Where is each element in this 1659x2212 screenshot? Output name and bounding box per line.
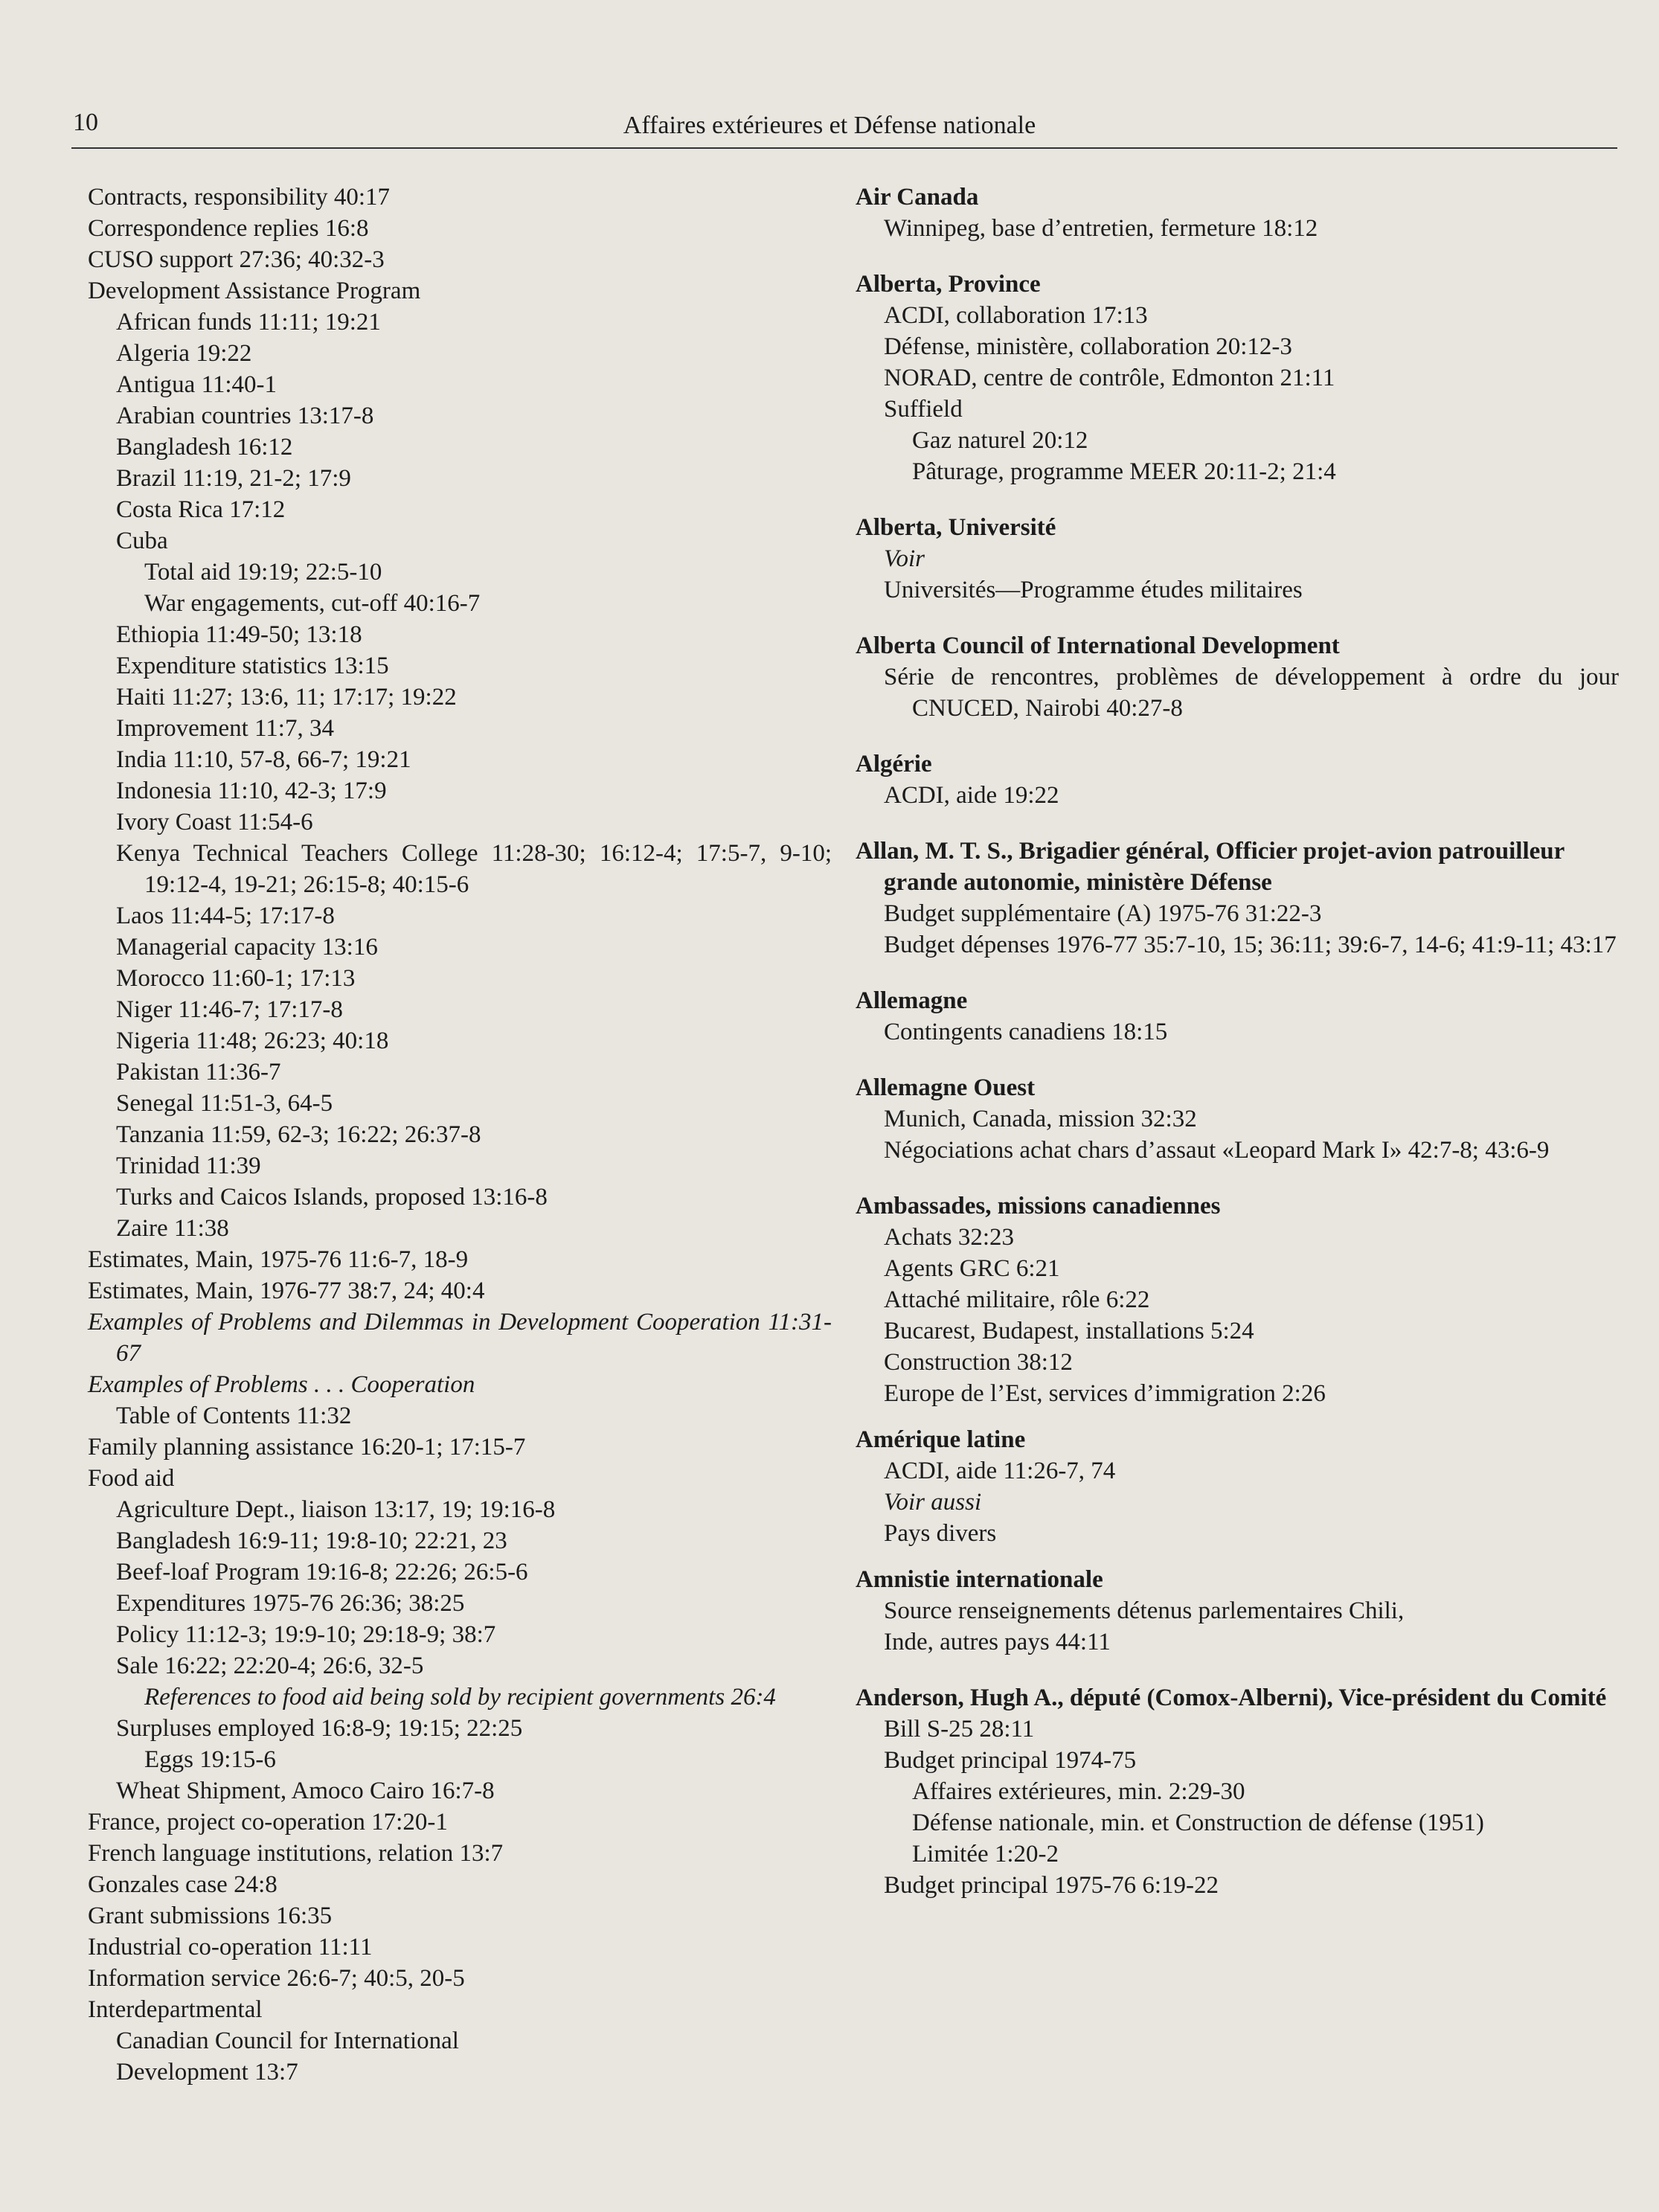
index-subentry: Nigeria 11:48; 26:23; 40:18 bbox=[116, 1028, 389, 1054]
index-entry: Examples of Problems . . . Cooperation bbox=[88, 1371, 475, 1398]
index-subentry: Improvement 11:7, 34 bbox=[116, 715, 334, 742]
entry-spacer bbox=[856, 1549, 1619, 1564]
index-heading: Allan, M. T. S., Brigadier général, Officier projet-avion patrouilleur grande autonomie, ministère Défense bbox=[856, 838, 1565, 896]
index-subentry: Gaz naturel 20:12 bbox=[912, 427, 1088, 454]
index-subentry: Surpluses employed 16:8-9; 19:15; 22:25 bbox=[116, 1715, 523, 1742]
index-entry: Estimates, Main, 1975-76 11:6-7, 18-9 bbox=[88, 1246, 469, 1273]
index-heading: Allemagne Ouest bbox=[856, 1074, 1036, 1101]
index-subentry: Winnipeg, base d’entretien, fermeture 18:12 bbox=[884, 215, 1318, 242]
index-subentry: Bucarest, Budapest, installations 5:24 bbox=[884, 1318, 1254, 1344]
index-subentry: Budget principal 1974-75 bbox=[884, 1747, 1137, 1774]
index-subentry: Haiti 11:27; 13:6, 11; 17:17; 19:22 bbox=[116, 684, 457, 711]
entry-spacer bbox=[856, 1166, 1619, 1190]
index-subentry: Policy 11:12-3; 19:9-10; 29:18-9; 38:7 bbox=[116, 1621, 496, 1648]
index-entry: Industrial co-operation 11:11 bbox=[88, 1934, 373, 1961]
index-heading: Allemagne bbox=[856, 987, 968, 1014]
index-subentry: Limitée 1:20-2 bbox=[912, 1841, 1059, 1868]
entry-spacer bbox=[856, 1048, 1619, 1072]
running-head: Affaires extérieures et Défense nationale bbox=[623, 112, 1036, 139]
index-subentry: Trinidad 11:39 bbox=[116, 1153, 261, 1179]
index-entry: Interdepartmental bbox=[88, 1996, 263, 2023]
entry-spacer bbox=[856, 606, 1619, 630]
index-subentry: Algeria 19:22 bbox=[116, 340, 252, 367]
index-entry: Grant submissions 16:35 bbox=[88, 1902, 333, 1929]
index-subentry: Brazil 11:19, 21-2; 17:9 bbox=[116, 465, 351, 492]
index-entry: France, project co-operation 17:20-1 bbox=[88, 1809, 448, 1836]
index-heading: Air Canada bbox=[856, 184, 979, 211]
index-subentry: Senegal 11:51-3, 64-5 bbox=[116, 1090, 333, 1117]
index-subentry: Ethiopia 11:49-50; 13:18 bbox=[116, 621, 362, 648]
index-subentry: Arabian countries 13:17-8 bbox=[116, 403, 374, 429]
index-subentry: Munich, Canada, mission 32:32 bbox=[884, 1106, 1197, 1132]
entry-spacer bbox=[856, 811, 1619, 836]
index-subentry: Managerial capacity 13:16 bbox=[116, 934, 378, 961]
index-entry: Food aid bbox=[88, 1465, 175, 1492]
index-entry: CUSO support 27:36; 40:32-3 bbox=[88, 246, 385, 273]
index-entry: Estimates, Main, 1976-77 38:7, 24; 40:4 bbox=[88, 1277, 485, 1304]
index-subentry: Suffield bbox=[884, 396, 963, 423]
index-heading: Anderson, Hugh A., député (Comox-Alberni), Vice-président du Comité bbox=[856, 1684, 1607, 1711]
index-subentry: Cuba bbox=[116, 528, 168, 554]
index-subentry: African funds 11:11; 19:21 bbox=[116, 309, 381, 336]
index-subentry: ACDI, aide 11:26-7, 74 bbox=[884, 1458, 1116, 1484]
index-subentry: Eggs 19:15-6 bbox=[144, 1746, 276, 1773]
entry-spacer bbox=[856, 961, 1619, 985]
index-subentry: Pays divers bbox=[884, 1520, 997, 1547]
index-subentry: NORAD, centre de contrôle, Edmonton 21:11 bbox=[884, 365, 1335, 391]
entry-spacer bbox=[856, 487, 1619, 512]
index-subentry: Costa Rica 17:12 bbox=[116, 496, 286, 523]
index-subentry: References to food aid being sold by recipient governments 26:4 bbox=[144, 1684, 776, 1711]
index-subentry: Bangladesh 16:9-11; 19:8-10; 22:21, 23 bbox=[116, 1527, 507, 1554]
index-subentry: Défense nationale, min. et Construction de défense (1951) bbox=[912, 1809, 1484, 1836]
index-subentry: Table of Contents 11:32 bbox=[116, 1402, 352, 1429]
index-subentry: Niger 11:46-7; 17:17-8 bbox=[116, 996, 343, 1023]
index-column-right bbox=[856, 182, 1619, 1901]
index-subentry: Budget supplémentaire (A) 1975-76 31:22-3 bbox=[884, 900, 1322, 927]
entry-spacer bbox=[856, 724, 1619, 748]
index-subentry: Bangladesh 16:12 bbox=[116, 434, 293, 461]
index-subentry: Attaché militaire, rôle 6:22 bbox=[884, 1286, 1150, 1313]
index-subentry: Agriculture Dept., liaison 13:17, 19; 19:16-8 bbox=[116, 1496, 556, 1523]
index-subentry: Contingents canadiens 18:15 bbox=[884, 1019, 1168, 1045]
index-subentry: Wheat Shipment, Amoco Cairo 16:7-8 bbox=[116, 1777, 495, 1804]
index-subentry: War engagements, cut-off 40:16-7 bbox=[144, 590, 481, 617]
index-heading: Algérie bbox=[856, 751, 932, 778]
index-subentry: India 11:10, 57-8, 66-7; 19:21 bbox=[116, 746, 411, 773]
index-entry: French language institutions, relation 13:7 bbox=[88, 1840, 504, 1867]
index-subentry: Sale 16:22; 22:20-4; 26:6, 32-5 bbox=[116, 1652, 424, 1679]
entry-spacer bbox=[856, 1409, 1619, 1424]
index-subentry: Budget principal 1975-76 6:19-22 bbox=[884, 1872, 1219, 1899]
index-subentry: Antigua 11:40-1 bbox=[116, 371, 277, 398]
index-entry: Contracts, responsibility 40:17 bbox=[88, 184, 391, 211]
index-entry: Examples of Problems and Dilemmas in Development Cooperation 11:31-67 bbox=[88, 1309, 832, 1367]
index-subentry: Expenditure statistics 13:15 bbox=[116, 653, 389, 679]
index-subentry: Beef-loaf Program 19:16-8; 22:26; 26:5-6 bbox=[116, 1559, 528, 1586]
index-subentry: Ivory Coast 11:54-6 bbox=[116, 809, 313, 836]
index-subentry: Turks and Caicos Islands, proposed 13:16-8 bbox=[116, 1184, 548, 1211]
index-subentry: Total aid 19:19; 22:5-10 bbox=[144, 559, 382, 586]
index-subentry: Affaires extérieures, min. 2:29-30 bbox=[912, 1778, 1245, 1805]
index-heading: Alberta Council of International Development bbox=[856, 632, 1340, 659]
page-number: 10 bbox=[73, 109, 98, 136]
index-entry: Development Assistance Program bbox=[88, 278, 421, 304]
index-subentry: Development 13:7 bbox=[116, 2059, 298, 2086]
index-subentry: Europe de l’Est, services d’immigration 2:26 bbox=[884, 1380, 1326, 1407]
index-subentry: Voir bbox=[884, 545, 925, 572]
index-subentry: Agents GRC 6:21 bbox=[884, 1255, 1060, 1282]
index-subentry: Kenya Technical Teachers College 11:28-30; 16:12-4; 17:5-7, 9-10; 19:12-4, 19-21; 26:15-8; 40:15-6 bbox=[116, 840, 832, 898]
header-rule bbox=[71, 147, 1617, 149]
index-subentry: Pakistan 11:36-7 bbox=[116, 1059, 281, 1086]
index-subentry: ACDI, collaboration 17:13 bbox=[884, 302, 1148, 329]
entry-spacer bbox=[856, 1658, 1619, 1682]
index-subentry: Défense, ministère, collaboration 20:12-3 bbox=[884, 333, 1292, 360]
index-entry: Information service 26:6-7; 40:5, 20-5 bbox=[88, 1965, 465, 1992]
index-subentry: Budget dépenses 1976-77 35:7-10, 15; 36:11; 39:6-7, 14-6; 41:9-11; 43:17 bbox=[884, 932, 1617, 958]
index-subentry: Morocco 11:60-1; 17:13 bbox=[116, 965, 356, 992]
index-subentry: Laos 11:44-5; 17:17-8 bbox=[116, 903, 335, 929]
index-entry: Family planning assistance 16:20-1; 17:15-7 bbox=[88, 1434, 526, 1461]
index-subentry: Construction 38:12 bbox=[884, 1349, 1073, 1376]
index-subentry: Achats 32:23 bbox=[884, 1224, 1015, 1251]
index-subentry: Pâturage, programme MEER 20:11-2; 21:4 bbox=[912, 458, 1336, 485]
index-subentry: Bill S-25 28:11 bbox=[884, 1716, 1035, 1743]
index-column-left bbox=[88, 182, 832, 2088]
entry-spacer bbox=[856, 244, 1619, 269]
index-subentry: Zaire 11:38 bbox=[116, 1215, 229, 1242]
index-subentry: Indonesia 11:10, 42-3; 17:9 bbox=[116, 778, 387, 804]
index-subentry: Canadian Council for International bbox=[116, 2027, 459, 2054]
index-subentry: Inde, autres pays 44:11 bbox=[884, 1629, 1111, 1655]
index-subentry: Voir aussi bbox=[884, 1489, 982, 1516]
index-entry: Gonzales case 24:8 bbox=[88, 1871, 277, 1898]
index-heading: Ambassades, missions canadiennes bbox=[856, 1193, 1221, 1219]
index-subentry: Négociations achat chars d’assaut «Leopard Mark I» 42:7-8; 43:6-9 bbox=[884, 1137, 1550, 1164]
index-heading: Alberta, Université bbox=[856, 514, 1056, 541]
index-entry: Correspondence replies 16:8 bbox=[88, 215, 369, 242]
index-subentry: Universités—Programme études militaires bbox=[884, 577, 1303, 603]
index-subentry: Tanzania 11:59, 62-3; 16:22; 26:37-8 bbox=[116, 1121, 481, 1148]
index-subentry: Série de rencontres, problèmes de développement à ordre du jour CNUCED, Nairobi 40:27-8 bbox=[884, 664, 1619, 722]
index-heading: Amérique latine bbox=[856, 1426, 1026, 1453]
index-subentry: Source renseignements détenus parlementaires Chili, bbox=[884, 1597, 1405, 1624]
index-heading: Alberta, Province bbox=[856, 271, 1041, 298]
index-subentry: Expenditures 1975-76 26:36; 38:25 bbox=[116, 1590, 465, 1617]
index-heading: Amnistie internationale bbox=[856, 1566, 1103, 1593]
index-subentry: ACDI, aide 19:22 bbox=[884, 782, 1059, 809]
